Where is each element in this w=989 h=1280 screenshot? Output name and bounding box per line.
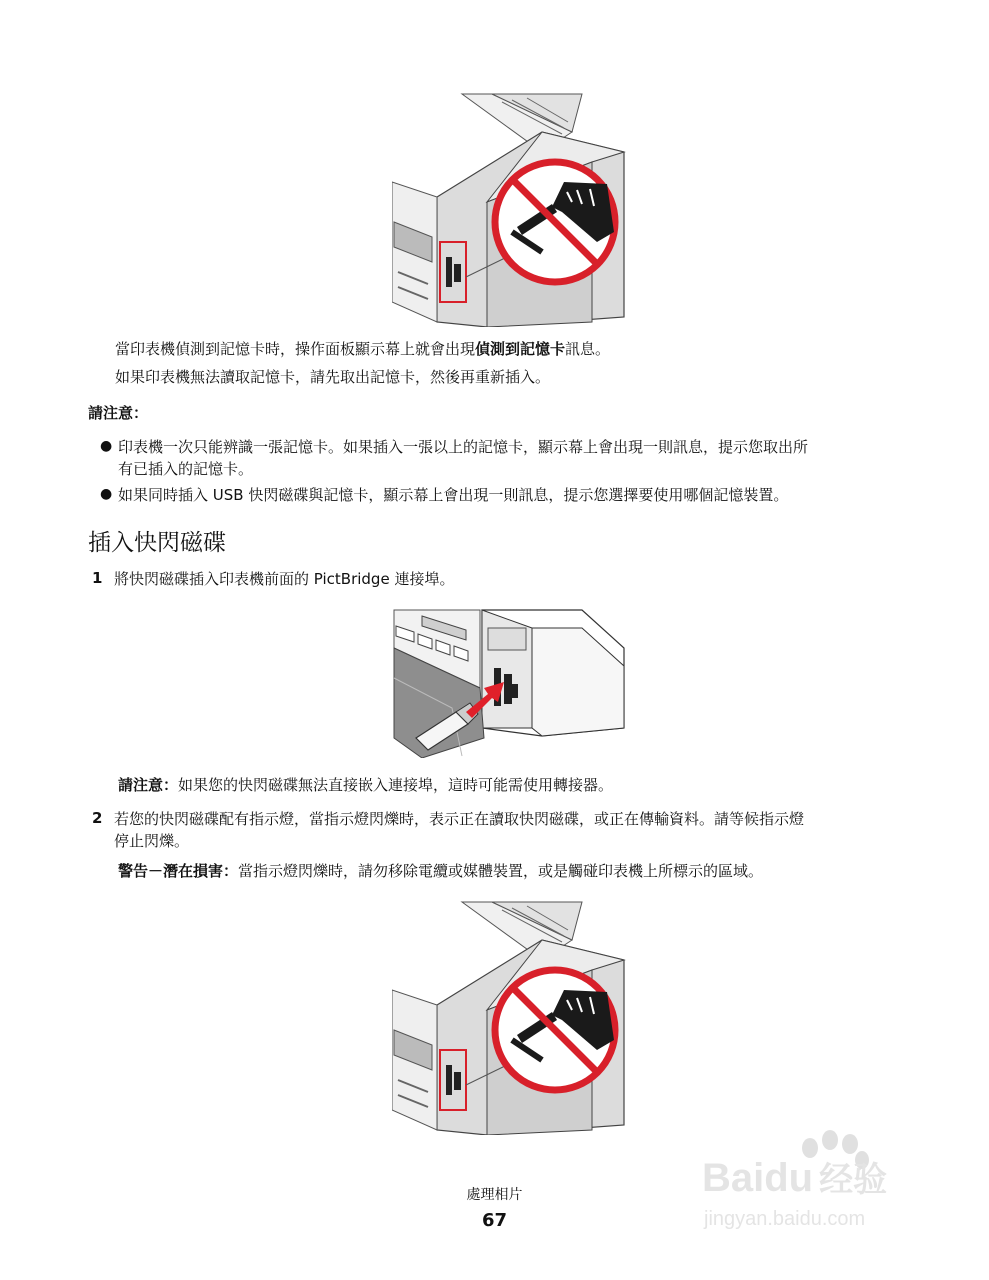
- adapter-note-label: 請注意：: [118, 776, 179, 794]
- page-number: 67: [481, 1210, 508, 1231]
- detect-prefix: 當印表機偵測到記憶卡時，操作面板顯示幕上就會出現: [115, 340, 476, 358]
- printer-warning-illustration-bottom: [392, 900, 632, 1135]
- watermark-cn: 经验: [819, 1161, 888, 1199]
- step-2-line-1: 若您的快閃磁碟配有指示燈，當指示燈閃爍時，表示正在讀取快閃磁碟，或正在傳輸資料。請等候指示燈: [114, 810, 805, 828]
- note-bullet-1-line-1: 印表機一次只能辨識一張記憶卡。如果插入一張以上的記憶卡，顯示幕上會出現一則訊息，提示您取出所: [118, 438, 809, 456]
- retry-paragraph: 如果印表機無法讀取記憶卡，請先取出記憶卡，然後再重新插入。: [115, 368, 551, 386]
- step-2-number: 2: [92, 809, 103, 827]
- baidu-watermark: [690, 1130, 950, 1250]
- bullet-dot-icon: ●: [100, 486, 113, 502]
- detect-message-name: 偵測到記憶卡: [475, 340, 566, 358]
- footer-chapter: 處理相片: [466, 1187, 523, 1203]
- step-1-number: 1: [92, 569, 103, 587]
- adapter-note-text: 如果您的快閃磁碟無法直接嵌入連接埠，這時可能需使用轉接器。: [178, 776, 614, 794]
- bullet-dot-icon: ●: [100, 438, 113, 454]
- detect-suffix: 訊息。: [565, 340, 611, 358]
- warning-paragraph: [118, 860, 763, 882]
- notes-label: 請注意：: [88, 404, 149, 422]
- section-title: 插入快閃磁碟: [88, 530, 226, 556]
- detect-message-paragraph: [115, 338, 610, 360]
- watermark-brand: Baidu: [702, 1156, 814, 1200]
- warning-text: 當指示燈閃爍時，請勿移除電纜或媒體裝置，或是觸碰印表機上所標示的區域。: [238, 862, 764, 880]
- adapter-note: [118, 774, 613, 796]
- printer-warning-illustration-top: [392, 92, 632, 327]
- step-2-line-2: 停止閃爍。: [114, 832, 190, 850]
- step-1-text: 將快閃磁碟插入印表機前面的 PictBridge 連接埠。: [114, 570, 455, 588]
- watermark-url: jingyan.baidu.com: [704, 1208, 866, 1230]
- flash-drive-insert-illustration: [392, 608, 632, 758]
- warning-label: 警告－潛在損害：: [118, 862, 239, 880]
- note-bullet-2: 如果同時插入 USB 快閃磁碟與記憶卡，顯示幕上會出現一則訊息，提示您選擇要使用哪個記憶裝置。: [118, 486, 789, 504]
- note-bullet-1-line-2: 有已插入的記憶卡。: [118, 460, 254, 478]
